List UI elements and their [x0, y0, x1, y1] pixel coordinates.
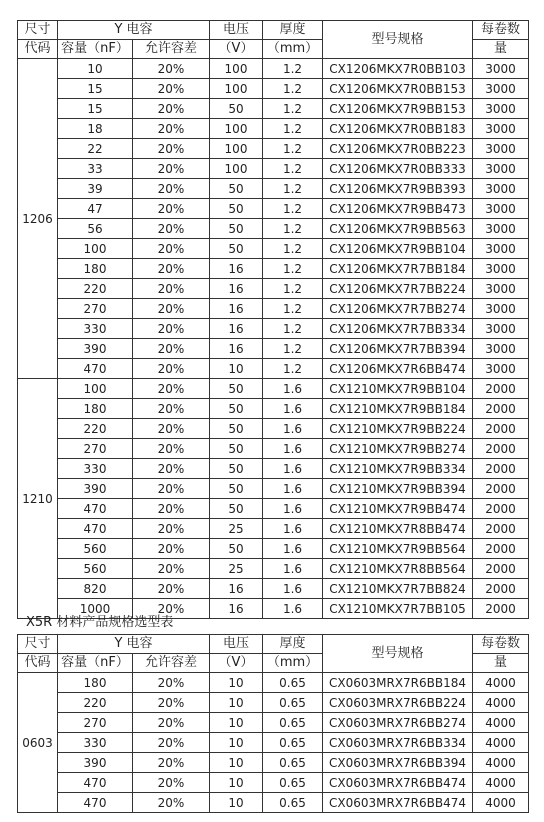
cell-model: CX1210MKX7R7BB105	[323, 599, 473, 619]
header-tolerance: 允许容差	[133, 40, 210, 59]
cell-per-reel: 3000	[473, 279, 529, 299]
cell-thickness: 1.2	[263, 179, 323, 199]
header-row-1	[18, 21, 529, 40]
cell-model: CX0603MRX7R6BB274	[323, 713, 473, 733]
cell-voltage: 25	[210, 519, 263, 539]
table-row	[18, 139, 529, 159]
cell-voltage: 16	[210, 259, 263, 279]
table-row	[18, 673, 529, 693]
cell-thickness: 0.65	[263, 713, 323, 733]
cell-tolerance: 20%	[133, 439, 210, 459]
cell-capacitance: 10	[58, 59, 133, 79]
cell-tolerance: 20%	[133, 693, 210, 713]
table-row	[18, 793, 529, 813]
cell-thickness: 1.2	[263, 59, 323, 79]
cell-tolerance: 20%	[133, 773, 210, 793]
cell-thickness: 1.2	[263, 99, 323, 119]
cell-model: CX1210MKX7R9BB104	[323, 379, 473, 399]
header-capacitance: 容量（nF）	[58, 654, 133, 673]
cell-capacitance: 220	[58, 693, 133, 713]
cell-model: CX1210MKX7R9BB274	[323, 439, 473, 459]
cell-voltage: 100	[210, 119, 263, 139]
cell-voltage: 10	[210, 793, 263, 813]
cell-model: CX1210MKX7R9BB564	[323, 539, 473, 559]
cell-model: CX1210MKX7R9BB224	[323, 419, 473, 439]
cell-model: CX0603MRX7R6BB334	[323, 733, 473, 753]
cell-thickness: 1.6	[263, 559, 323, 579]
cell-tolerance: 20%	[133, 733, 210, 753]
table-row	[18, 159, 529, 179]
cell-per-reel: 2000	[473, 419, 529, 439]
cell-model: CX1206MKX7R9BB104	[323, 239, 473, 259]
cell-tolerance: 20%	[133, 519, 210, 539]
table-row	[18, 499, 529, 519]
cell-tolerance: 20%	[133, 139, 210, 159]
cell-model: CX1206MKX7R0BB153	[323, 79, 473, 99]
table-row	[18, 299, 529, 319]
cell-capacitance: 390	[58, 479, 133, 499]
header-y-capacitor: Y 电容	[58, 21, 210, 40]
cell-model: CX1210MKX7R8BB474	[323, 519, 473, 539]
table-row	[18, 379, 529, 399]
cell-capacitance: 180	[58, 673, 133, 693]
cell-voltage: 16	[210, 299, 263, 319]
cell-capacitance: 33	[58, 159, 133, 179]
cell-voltage: 50	[210, 419, 263, 439]
cell-thickness: 1.2	[263, 299, 323, 319]
cell-tolerance: 20%	[133, 199, 210, 219]
cell-per-reel: 2000	[473, 579, 529, 599]
header-model: 型号规格	[323, 21, 473, 59]
cell-capacitance: 220	[58, 419, 133, 439]
cell-per-reel: 3000	[473, 359, 529, 379]
cell-tolerance: 20%	[133, 479, 210, 499]
cell-thickness: 1.2	[263, 219, 323, 239]
cell-voltage: 16	[210, 279, 263, 299]
table-row	[18, 359, 529, 379]
cell-thickness: 1.6	[263, 599, 323, 619]
cell-per-reel: 2000	[473, 559, 529, 579]
cell-size-code: 0603	[18, 673, 58, 813]
header-model: 型号规格	[323, 635, 473, 673]
cell-per-reel: 2000	[473, 599, 529, 619]
cell-thickness: 1.2	[263, 259, 323, 279]
header-thickness-unit: （mm）	[263, 40, 323, 59]
header-thickness-unit: （mm）	[263, 654, 323, 673]
cell-thickness: 1.6	[263, 379, 323, 399]
header-thickness: 厚度	[263, 635, 323, 654]
cell-tolerance: 20%	[133, 319, 210, 339]
header-size-code: 尺寸	[18, 635, 58, 654]
cell-capacitance: 180	[58, 399, 133, 419]
cell-tolerance: 20%	[133, 419, 210, 439]
header-voltage: 电压	[210, 635, 263, 654]
cell-thickness: 1.2	[263, 279, 323, 299]
cell-voltage: 100	[210, 139, 263, 159]
cell-tolerance: 20%	[133, 119, 210, 139]
cell-model: CX1206MKX7R0BB103	[323, 59, 473, 79]
cell-voltage: 10	[210, 693, 263, 713]
table-row	[18, 339, 529, 359]
cell-per-reel: 3000	[473, 179, 529, 199]
header-per-reel: 每卷数	[473, 21, 529, 40]
cell-tolerance: 20%	[133, 239, 210, 259]
cell-thickness: 1.2	[263, 119, 323, 139]
cell-capacitance: 470	[58, 773, 133, 793]
cell-thickness: 0.65	[263, 693, 323, 713]
cell-voltage: 10	[210, 753, 263, 773]
cell-voltage: 100	[210, 79, 263, 99]
cell-per-reel: 3000	[473, 319, 529, 339]
cell-tolerance: 20%	[133, 499, 210, 519]
cell-capacitance: 470	[58, 519, 133, 539]
cell-voltage: 16	[210, 599, 263, 619]
cell-capacitance: 470	[58, 359, 133, 379]
cell-voltage: 10	[210, 733, 263, 753]
cell-capacitance: 100	[58, 239, 133, 259]
cell-model: CX0603MRX7R6BB184	[323, 673, 473, 693]
cell-voltage: 10	[210, 673, 263, 693]
cell-voltage: 50	[210, 99, 263, 119]
cell-per-reel: 2000	[473, 459, 529, 479]
cell-model: CX1206MKX7R0BB183	[323, 119, 473, 139]
cell-capacitance: 15	[58, 79, 133, 99]
table-row	[18, 199, 529, 219]
cell-thickness: 0.65	[263, 733, 323, 753]
table-row	[18, 539, 529, 559]
cell-tolerance: 20%	[133, 379, 210, 399]
cell-model: CX1210MKX7R9BB334	[323, 459, 473, 479]
cell-model: CX1206MKX7R9BB153	[323, 99, 473, 119]
cell-capacitance: 220	[58, 279, 133, 299]
cell-model: CX1210MKX7R9BB184	[323, 399, 473, 419]
cell-model: CX1206MKX7R9BB393	[323, 179, 473, 199]
table-row	[18, 79, 529, 99]
cell-model: CX1210MKX7R9BB394	[323, 479, 473, 499]
cell-capacitance: 270	[58, 713, 133, 733]
cell-model: CX1206MKX7R7BB224	[323, 279, 473, 299]
cell-capacitance: 18	[58, 119, 133, 139]
cell-thickness: 0.65	[263, 773, 323, 793]
cell-tolerance: 20%	[133, 459, 210, 479]
cell-voltage: 50	[210, 499, 263, 519]
cell-tolerance: 20%	[133, 79, 210, 99]
cell-tolerance: 20%	[133, 219, 210, 239]
cell-capacitance: 820	[58, 579, 133, 599]
cell-tolerance: 20%	[133, 599, 210, 619]
table-row	[18, 753, 529, 773]
header-voltage: 电压	[210, 21, 263, 40]
cell-per-reel: 2000	[473, 499, 529, 519]
cell-voltage: 16	[210, 339, 263, 359]
cell-thickness: 1.2	[263, 159, 323, 179]
cell-per-reel: 3000	[473, 79, 529, 99]
header-size-code: 尺寸	[18, 21, 58, 40]
cell-thickness: 1.6	[263, 579, 323, 599]
table-row	[18, 479, 529, 499]
cell-thickness: 1.6	[263, 539, 323, 559]
cell-per-reel: 3000	[473, 139, 529, 159]
table-row	[18, 439, 529, 459]
header-voltage-unit: （V）	[210, 654, 263, 673]
table-row	[18, 59, 529, 79]
header-per-reel: 每卷数	[473, 635, 529, 654]
header-y-capacitor: Y 电容	[58, 635, 210, 654]
header-thickness: 厚度	[263, 21, 323, 40]
cell-thickness: 1.2	[263, 239, 323, 259]
table-row	[18, 259, 529, 279]
cell-tolerance: 20%	[133, 279, 210, 299]
cell-voltage: 50	[210, 199, 263, 219]
cell-tolerance: 20%	[133, 579, 210, 599]
cell-tolerance: 20%	[133, 299, 210, 319]
cell-capacitance: 390	[58, 753, 133, 773]
cell-tolerance: 20%	[133, 713, 210, 733]
table-row	[18, 219, 529, 239]
cell-capacitance: 390	[58, 339, 133, 359]
cell-voltage: 10	[210, 713, 263, 733]
cell-thickness: 1.6	[263, 519, 323, 539]
header-tolerance: 允许容差	[133, 654, 210, 673]
cell-voltage: 50	[210, 179, 263, 199]
cell-capacitance: 1000	[58, 599, 133, 619]
cell-voltage: 25	[210, 559, 263, 579]
table-caption-x5r: X5R 材料产品规格选型表	[26, 615, 174, 630]
cell-thickness: 1.2	[263, 199, 323, 219]
cell-per-reel: 2000	[473, 379, 529, 399]
cell-per-reel: 4000	[473, 733, 529, 753]
cell-capacitance: 470	[58, 499, 133, 519]
cell-capacitance: 270	[58, 439, 133, 459]
cell-model: CX1206MKX7R7BB274	[323, 299, 473, 319]
cell-capacitance: 15	[58, 99, 133, 119]
cell-size-code: 1206	[18, 59, 58, 379]
cell-model: CX1206MKX7R9BB473	[323, 199, 473, 219]
cell-capacitance: 330	[58, 733, 133, 753]
table-row	[18, 239, 529, 259]
cell-capacitance: 22	[58, 139, 133, 159]
cell-model: CX0603MRX7R6BB394	[323, 753, 473, 773]
cell-thickness: 1.2	[263, 319, 323, 339]
cell-capacitance: 270	[58, 299, 133, 319]
cell-per-reel: 3000	[473, 299, 529, 319]
cell-thickness: 0.65	[263, 793, 323, 813]
cell-per-reel: 4000	[473, 673, 529, 693]
cell-capacitance: 39	[58, 179, 133, 199]
cell-per-reel: 2000	[473, 479, 529, 499]
cell-voltage: 16	[210, 579, 263, 599]
cell-thickness: 1.6	[263, 479, 323, 499]
cell-per-reel: 4000	[473, 793, 529, 813]
cell-voltage: 50	[210, 459, 263, 479]
cell-model: CX1206MKX7R7BB394	[323, 339, 473, 359]
cell-model: CX1210MKX7R9BB474	[323, 499, 473, 519]
cell-per-reel: 3000	[473, 339, 529, 359]
table-row	[18, 319, 529, 339]
cell-per-reel: 4000	[473, 713, 529, 733]
table-row	[18, 119, 529, 139]
table-row	[18, 519, 529, 539]
cell-model: CX1206MKX7R0BB333	[323, 159, 473, 179]
cell-voltage: 100	[210, 59, 263, 79]
cell-tolerance: 20%	[133, 359, 210, 379]
cell-tolerance: 20%	[133, 793, 210, 813]
cell-per-reel: 3000	[473, 239, 529, 259]
cell-thickness: 1.2	[263, 339, 323, 359]
cell-thickness: 1.2	[263, 79, 323, 99]
cell-per-reel: 2000	[473, 399, 529, 419]
cell-model: CX0603MRX7R6BB474	[323, 793, 473, 813]
cell-model: CX1206MKX7R6BB474	[323, 359, 473, 379]
header-size-code-2: 代码	[18, 654, 58, 673]
cell-per-reel: 2000	[473, 539, 529, 559]
cell-model: CX1206MKX7R9BB563	[323, 219, 473, 239]
cell-capacitance: 56	[58, 219, 133, 239]
cell-tolerance: 20%	[133, 559, 210, 579]
cell-capacitance: 330	[58, 319, 133, 339]
cell-tolerance: 20%	[133, 159, 210, 179]
cell-tolerance: 20%	[133, 673, 210, 693]
cell-model: CX1206MKX7R7BB334	[323, 319, 473, 339]
cell-capacitance: 470	[58, 793, 133, 813]
cell-capacitance: 560	[58, 539, 133, 559]
cell-capacitance: 100	[58, 379, 133, 399]
cell-tolerance: 20%	[133, 399, 210, 419]
cell-thickness: 0.65	[263, 753, 323, 773]
cell-tolerance: 20%	[133, 753, 210, 773]
cell-voltage: 50	[210, 239, 263, 259]
cell-thickness: 0.65	[263, 673, 323, 693]
cell-voltage: 50	[210, 539, 263, 559]
cell-per-reel: 4000	[473, 693, 529, 713]
header-per-reel-2: 量	[473, 654, 529, 673]
cell-model: CX0603MRX7R6BB474	[323, 773, 473, 793]
cell-per-reel: 3000	[473, 99, 529, 119]
table-row	[18, 579, 529, 599]
cell-per-reel: 3000	[473, 159, 529, 179]
header-size-code-2: 代码	[18, 40, 58, 59]
cell-per-reel: 4000	[473, 773, 529, 793]
cell-size-code: 1210	[18, 379, 58, 619]
cell-tolerance: 20%	[133, 179, 210, 199]
spec-table-1206-1210	[17, 20, 529, 619]
header-voltage-unit: （V）	[210, 40, 263, 59]
cell-model: CX1210MKX7R8BB564	[323, 559, 473, 579]
cell-model: CX1210MKX7R7BB824	[323, 579, 473, 599]
cell-tolerance: 20%	[133, 259, 210, 279]
cell-tolerance: 20%	[133, 99, 210, 119]
header-capacitance: 容量（nF）	[58, 40, 133, 59]
cell-voltage: 10	[210, 359, 263, 379]
cell-tolerance: 20%	[133, 339, 210, 359]
cell-model: CX1206MKX7R7BB184	[323, 259, 473, 279]
cell-per-reel: 3000	[473, 219, 529, 239]
cell-voltage: 50	[210, 379, 263, 399]
table-row	[18, 459, 529, 479]
cell-per-reel: 3000	[473, 59, 529, 79]
cell-voltage: 50	[210, 439, 263, 459]
cell-thickness: 1.6	[263, 499, 323, 519]
cell-thickness: 1.6	[263, 439, 323, 459]
table-row	[18, 279, 529, 299]
cell-per-reel: 4000	[473, 753, 529, 773]
cell-thickness: 1.6	[263, 419, 323, 439]
cell-voltage: 50	[210, 399, 263, 419]
table-row	[18, 773, 529, 793]
cell-per-reel: 3000	[473, 119, 529, 139]
cell-per-reel: 3000	[473, 199, 529, 219]
cell-per-reel: 3000	[473, 259, 529, 279]
cell-per-reel: 2000	[473, 439, 529, 459]
cell-voltage: 50	[210, 219, 263, 239]
table-row	[18, 419, 529, 439]
table-row	[18, 399, 529, 419]
cell-thickness: 1.2	[263, 359, 323, 379]
cell-voltage: 10	[210, 773, 263, 793]
cell-capacitance: 47	[58, 199, 133, 219]
cell-voltage: 16	[210, 319, 263, 339]
table-row	[18, 559, 529, 579]
table-row	[18, 733, 529, 753]
cell-model: CX0603MRX7R6BB224	[323, 693, 473, 713]
cell-thickness: 1.6	[263, 399, 323, 419]
cell-capacitance: 330	[58, 459, 133, 479]
cell-voltage: 50	[210, 479, 263, 499]
cell-voltage: 100	[210, 159, 263, 179]
table-row	[18, 179, 529, 199]
header-row-1	[18, 635, 529, 654]
cell-capacitance: 560	[58, 559, 133, 579]
cell-tolerance: 20%	[133, 539, 210, 559]
cell-capacitance: 180	[58, 259, 133, 279]
table-row	[18, 693, 529, 713]
cell-per-reel: 2000	[473, 519, 529, 539]
cell-thickness: 1.2	[263, 139, 323, 159]
cell-model: CX1206MKX7R0BB223	[323, 139, 473, 159]
spec-table-0603	[17, 634, 529, 813]
cell-tolerance: 20%	[133, 59, 210, 79]
header-per-reel-2: 量	[473, 40, 529, 59]
table-row	[18, 99, 529, 119]
cell-thickness: 1.6	[263, 459, 323, 479]
table-row	[18, 713, 529, 733]
